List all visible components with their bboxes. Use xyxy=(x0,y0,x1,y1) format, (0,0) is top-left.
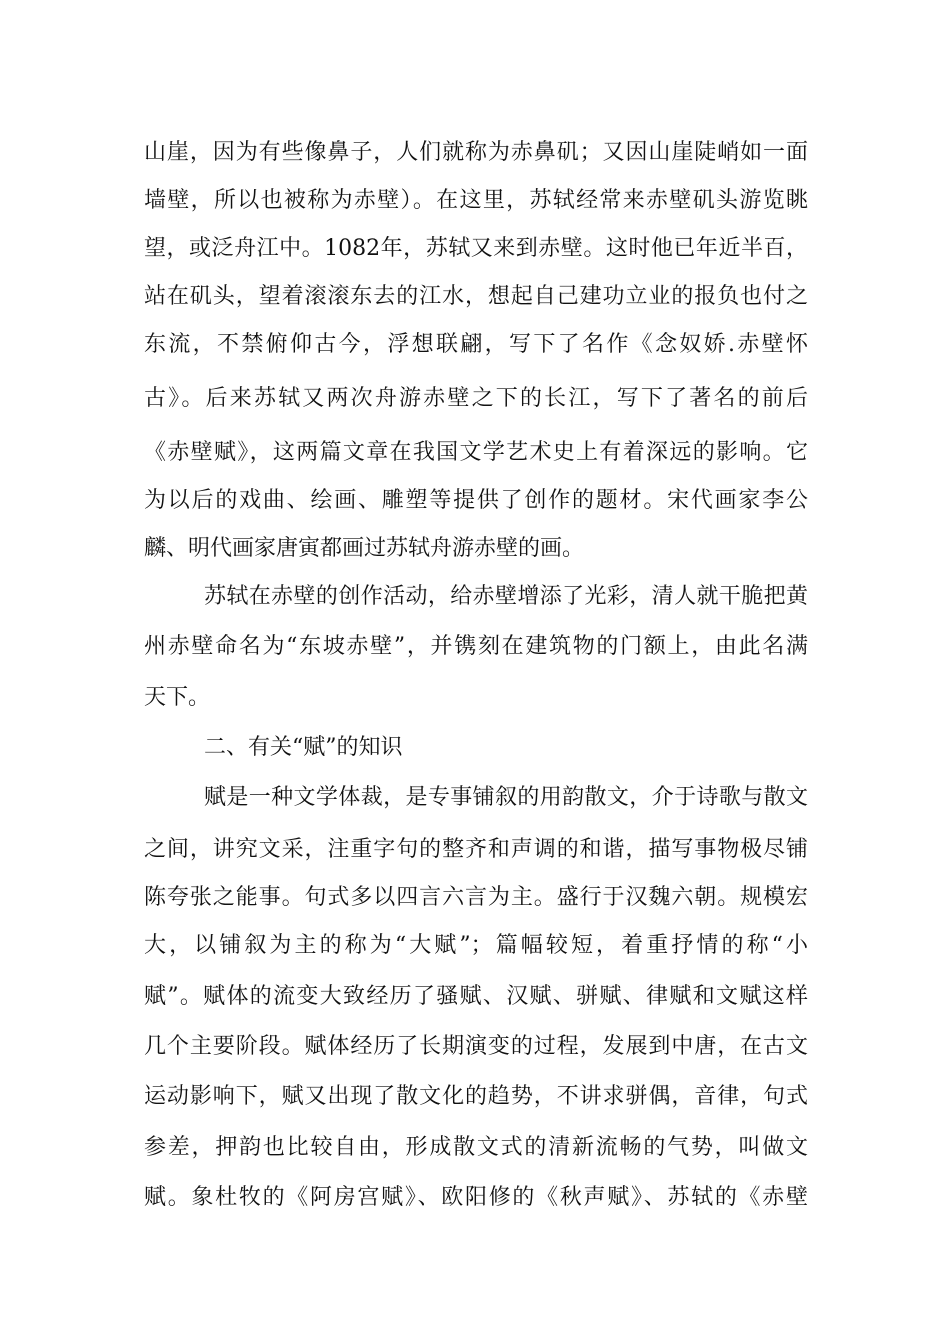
paragraph-first-line: 赋是一种文学体裁，是专事铺叙的用韵散文，介于诗歌与散文 xyxy=(204,785,808,810)
text-line: 东流，不禁俯仰古今，浮想联翩，写下了名作《念奴娇.赤壁怀 xyxy=(144,332,808,357)
text-line: 麟、明代画家唐寅都画过苏轼舟游赤壁的画。 xyxy=(144,536,585,561)
text-line: 陈夸张之能事。句式多以四言六言为主。盛行于汉魏六朝。规模宏 xyxy=(144,885,808,910)
section-heading: 二、有关“赋”的知识 xyxy=(204,735,403,760)
paragraph-first-line: 苏轼在赤壁的创作活动，给赤壁增添了光彩，清人就干脆把黄 xyxy=(204,584,808,609)
text-line: 赋”。赋体的流变大致经历了骚赋、汉赋、骈赋、律赋和文赋这样 xyxy=(144,984,808,1009)
text-line: 《赤壁赋》，这两篇文章在我国文学艺术史上有着深远的影响。它 xyxy=(144,440,808,465)
text-line: 之间，讲究文采，注重字句的整齐和声调的和谐，描写事物极尽铺 xyxy=(144,837,808,862)
text-line: 望，或泛舟江中。1082年，苏轼又来到赤壁。这时他已年近半百， xyxy=(144,236,808,261)
text-line: 赋。象杜牧的《阿房宫赋》、欧阳修的《秋声赋》、苏轼的《赤壁 xyxy=(144,1185,808,1210)
text-line: 山崖，因为有些像鼻子，人们就称为赤鼻矶；又因山崖陡峭如一面 xyxy=(144,140,808,165)
text-line: 几个主要阶段。赋体经历了长期演变的过程，发展到中唐，在古文 xyxy=(144,1034,808,1059)
text-line: 州赤壁命名为“东坡赤壁”，并镌刻在建筑物的门额上，由此名满 xyxy=(144,634,808,659)
text-line: 天下。 xyxy=(144,685,211,710)
text-line: 站在矶头，望着滚滚东去的江水，想起自己建功立业的报负也付之 xyxy=(144,284,808,309)
text-line: 大，以铺叙为主的称为“大赋”；篇幅较短，着重抒情的称“小 xyxy=(144,933,808,958)
text-line: 为以后的戏曲、绘画、雕塑等提供了创作的题材。宋代画家李公 xyxy=(144,488,808,513)
text-line: 古》。后来苏轼又两次舟游赤壁之下的长江，写下了著名的前后 xyxy=(144,386,808,411)
text-line: 参差，押韵也比较自由，形成散文式的清新流畅的气势，叫做文 xyxy=(144,1135,808,1160)
text-line: 墙壁，所以也被称为赤壁）。在这里，苏轼经常来赤壁矶头游览眺 xyxy=(144,188,808,213)
text-line: 运动影响下，赋又出现了散文化的趋势，不讲求骈偶，音律，句式 xyxy=(144,1084,808,1109)
